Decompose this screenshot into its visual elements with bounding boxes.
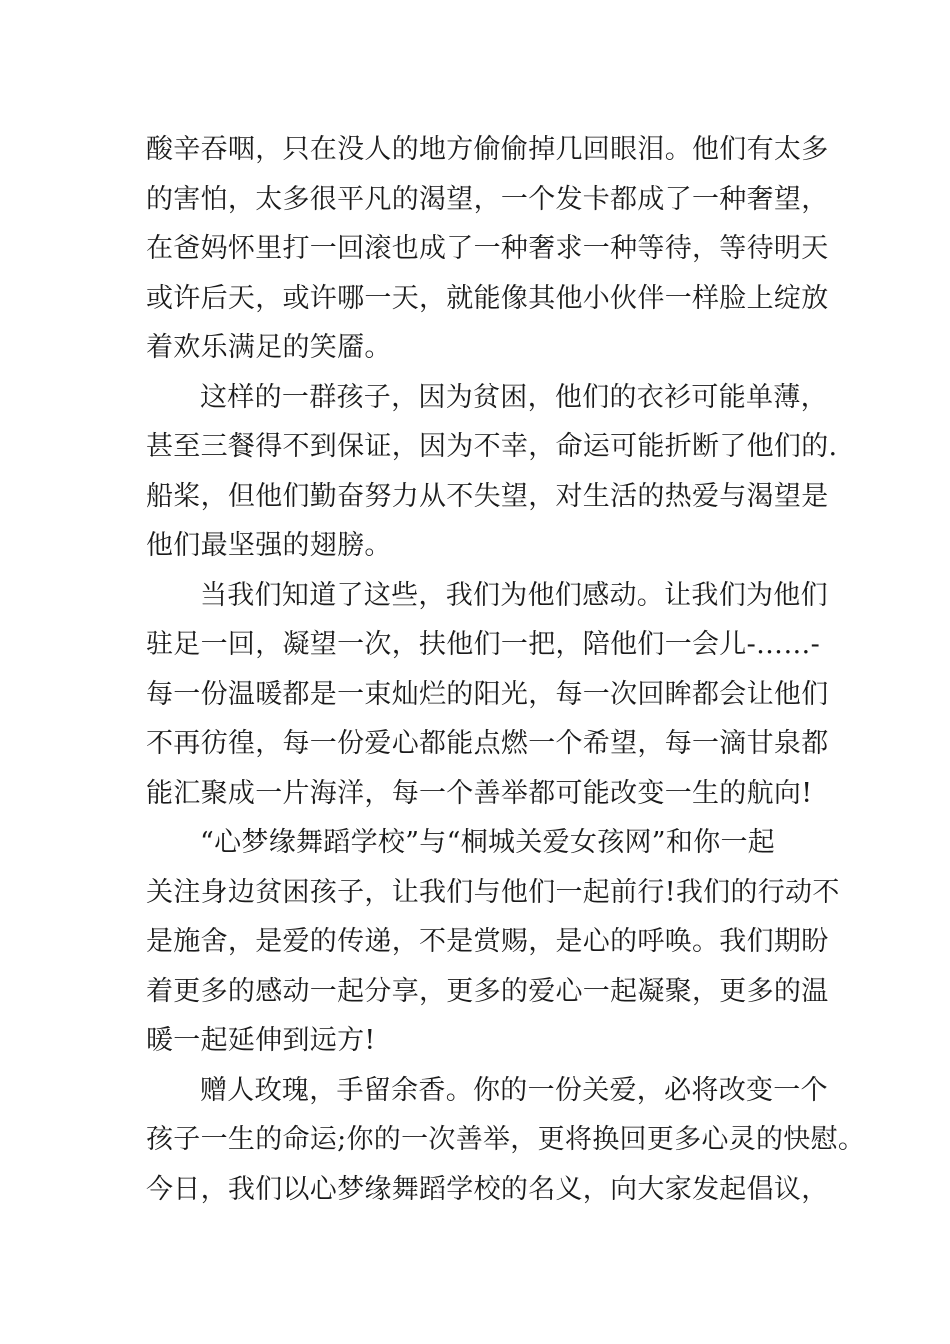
- paragraph-start-line: 这样的一群孩子，因为贫困，他们的衣衫可能单薄，: [200, 382, 828, 413]
- text-line: 是施舍，是爱的传递，不是赏赐，是心的呼唤。我们期盼: [146, 926, 829, 957]
- text-line: 船桨，但他们勤奋努力从不失望，对生活的热爱与渴望是: [146, 481, 829, 512]
- text-line: 在爸妈怀里打一回滚也成了一种奢求一种等待，等待明天: [146, 233, 829, 264]
- text-line: 孩子一生的命运;你的一次善举，更将换回更多心灵的快慰。: [146, 1124, 866, 1155]
- paragraph-start-line: “心梦缘舞蹈学校”与“桐城关爱女孩网”和你一起: [200, 827, 776, 858]
- text-line: 驻足一回，凝望一次，扶他们一把，陪他们一会儿-……-: [146, 629, 821, 660]
- text-line: 甚至三餐得不到保证，因为不幸，命运可能折断了他们的.: [146, 431, 838, 462]
- text-line: 酸辛吞咽，只在没人的地方偷偷掉几回眼泪。他们有太多: [146, 134, 829, 165]
- text-line: 或许后天，或许哪一天，就能像其他小伙伴一样脸上绽放: [146, 283, 829, 314]
- text-line: 今日，我们以心梦缘舞蹈学校的名义，向大家发起倡议，: [146, 1174, 829, 1205]
- text-line: 关注身边贫困孩子，让我们与他们一起前行!我们的行动不: [146, 877, 840, 908]
- text-line: 不再彷徨，每一份爱心都能点燃一个希望，每一滴甘泉都: [146, 728, 829, 759]
- text-line: 的害怕，太多很平凡的渴望，一个发卡都成了一种奢望，: [146, 184, 829, 215]
- text-line: 他们最坚强的翅膀。: [146, 530, 392, 561]
- paragraph-start-line: 当我们知道了这些，我们为他们感动。让我们为他们: [200, 580, 828, 611]
- paragraph-start-line: 赠人玫瑰，手留余香。你的一份关爱，必将改变一个: [200, 1075, 828, 1106]
- text-line: 暖一起延伸到远方!: [146, 1025, 376, 1056]
- text-line: 每一份温暖都是一束灿烂的阳光，每一次回眸都会让他们: [146, 679, 829, 710]
- text-line: 着更多的感动一起分享，更多的爱心一起凝聚，更多的温: [146, 976, 829, 1007]
- text-line: 着欢乐满足的笑靥。: [146, 332, 392, 363]
- text-line: 能汇聚成一片海洋，每一个善举都可能改变一生的航向!: [146, 778, 813, 809]
